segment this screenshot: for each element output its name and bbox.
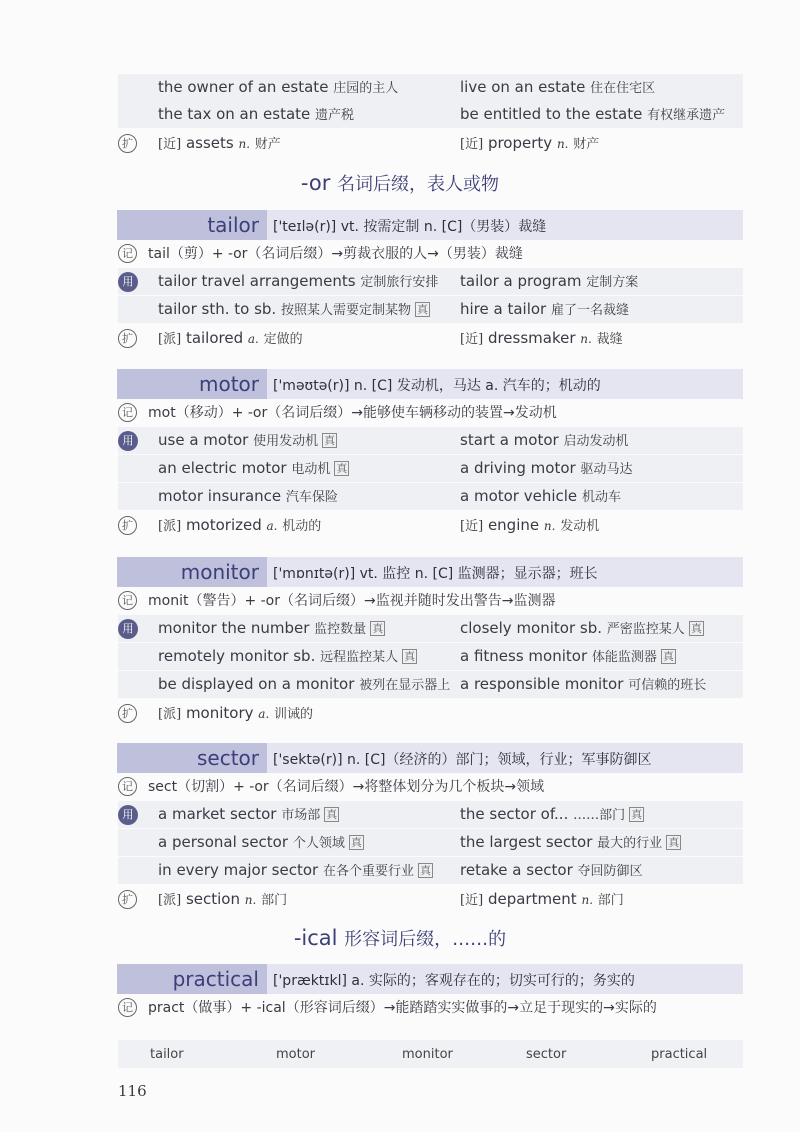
usage-row: in every major sector 在各个重要行业 真 retake a sector 夺回防御区	[118, 857, 743, 884]
memo-row	[118, 587, 743, 614]
footer-word: sector	[526, 1047, 567, 1062]
definition: ['teɪlə(r)] vt. 按需定制 n. [C]（男装）裁缝	[273, 219, 547, 235]
footer-word: monitor	[402, 1047, 453, 1062]
extension-row: 扩 [派] motorized a. 机动的 [近] engine n. 发动机	[118, 512, 743, 539]
footer-word: motor	[276, 1047, 316, 1062]
headword: tailor	[207, 213, 259, 237]
suffix-heading: -ical 形容词后缀，……的	[293, 926, 507, 950]
extension-marker-icon: 扩	[118, 516, 137, 535]
extension-row: 扩 [派] monitory a. 训诫的	[118, 700, 743, 727]
headword: practical	[172, 967, 259, 991]
phrase-zh: 遗产税	[315, 108, 355, 123]
entry-header-practical	[117, 964, 743, 994]
extension-marker-icon: 扩	[118, 890, 137, 909]
phrase-en: the tax on an estate	[158, 105, 311, 123]
footer-word: tailor	[150, 1047, 184, 1062]
memo-text: pract（做事）+ -ical（形容词后缀）→能踏踏实实做事的→立足于现实的→实际的	[148, 1000, 657, 1016]
exam-box-icon: 真	[631, 808, 643, 821]
page-number: 116	[118, 1082, 147, 1100]
phrase-en: live on an estate	[460, 78, 586, 96]
entry-header-sector	[117, 743, 743, 773]
memo-row	[118, 773, 743, 800]
memo-text: tail（剪）+ -or（名词后缀）→剪裁衣服的人→（男装）裁缝	[148, 246, 523, 262]
exam-box-icon: 真	[336, 462, 348, 475]
footer-word: practical	[651, 1047, 708, 1062]
definition: ['præktɪkl] a. 实际的；客观存在的；切实可行的；务实的	[273, 973, 635, 989]
usage-row: an electric motor 电动机 真 a driving motor 驱动马达	[118, 455, 743, 482]
usage-row: tailor sth. to sb. 按照某人需要定制某物 真 hire a tailor 雇了一名裁缝	[118, 296, 743, 323]
memo-marker-icon: 记	[118, 998, 137, 1017]
extension-marker-icon: 扩	[118, 704, 137, 723]
usage-row: 用 use a motor 使用发动机 真 start a motor 启动发动机	[118, 427, 743, 454]
memo-row	[118, 994, 743, 1021]
memo-row	[118, 240, 743, 267]
phrase-zh: 住在住宅区	[590, 81, 656, 96]
usage-row: 用 monitor the number 监控数量 真 closely monitor sb. 严密监控某人 真	[118, 615, 743, 642]
extension-marker-icon: 扩	[118, 134, 137, 153]
exam-box-icon: 真	[420, 864, 431, 877]
memo-text: sect（切割）+ -or（名词后缀）→将整体划分为几个板块→领域	[148, 779, 545, 795]
extension-marker-icon: 扩	[118, 329, 137, 348]
entry-header-monitor	[117, 557, 743, 587]
memo-marker-icon: 记	[118, 244, 137, 263]
extension-row: 扩 [派] tailored a. 定做的 [近] dressmaker n. 裁缝	[118, 325, 743, 352]
definition: ['sektə(r)] n. [C]（经济的）部门；领域，行业；军事防御区	[273, 752, 652, 768]
phrase-en: the owner of an estate	[158, 78, 329, 96]
exam-box-icon: 真	[417, 303, 428, 316]
usage-marker-icon: 用	[118, 431, 138, 451]
memo-text: mot（移动）+ -or（名词后缀）→能够使车辆移动的装置→发动机	[148, 405, 557, 421]
exam-box-icon: 真	[350, 836, 362, 849]
memo-row	[118, 399, 743, 426]
definition: ['mɒnɪtə(r)] vt. 监控 n. [C] 监测器；显示器；班长	[273, 566, 598, 582]
usage-row: motor insurance 汽车保险 a motor vehicle 机动车	[118, 483, 743, 510]
exam-box-icon: 真	[372, 622, 384, 635]
extension-row: 扩 [派] section n. 部门 [近] department n. 部门	[118, 886, 743, 913]
usage-marker-icon: 用	[118, 805, 138, 825]
usage-row: 用 a market sector 市场部 真 the sector of... ……部门 真	[118, 801, 743, 828]
extension-row: 扩 [近] assets n. 财产 [近] property n. 财产	[118, 130, 743, 157]
exam-box-icon: 真	[668, 836, 680, 849]
usage-marker-icon: 用	[118, 272, 138, 292]
exam-box-icon: 真	[662, 650, 674, 663]
headword: monitor	[180, 560, 259, 584]
phrase-zh: 庄园的主人	[333, 81, 399, 96]
exam-box-icon: 真	[324, 434, 336, 447]
memo-marker-icon: 记	[118, 403, 137, 422]
exam-box-icon: 真	[404, 650, 416, 663]
definition: ['məʊtə(r)] n. [C] 发动机，马达 a. 汽车的；机动的	[273, 378, 601, 394]
usage-row: a personal sector 个人领域 真 the largest sector 最大的行业 真	[118, 829, 743, 856]
usage-marker-icon: 用	[118, 619, 138, 639]
exam-box-icon: 真	[326, 808, 338, 821]
headword: motor	[198, 372, 259, 396]
exam-box-icon: 真	[690, 622, 702, 635]
headword: sector	[196, 746, 259, 770]
memo-marker-icon: 记	[118, 777, 137, 796]
phrase-zh: 有权继承遗产	[647, 108, 726, 123]
usage-row: be displayed on a monitor 被列在显示器上 a responsible monitor 可信赖的班长	[118, 671, 743, 698]
memo-text: monit（警告）+ -or（名词后缀）→监视并随时发出警告→监测器	[148, 593, 556, 609]
usage-row: 用 tailor travel arrangements 定制旅行安排 tailor a program 定制方案	[118, 268, 743, 295]
collocation-row	[118, 101, 743, 128]
entry-header-tailor	[117, 210, 743, 240]
entry-header-motor	[117, 369, 743, 399]
usage-row: remotely monitor sb. 远程监控某人 真 a fitness monitor 体能监测器 真	[118, 643, 743, 670]
suffix-heading: -or 名词后缀，表人或物	[300, 171, 500, 195]
phrase-en: be entitled to the estate	[460, 105, 643, 123]
memo-marker-icon: 记	[118, 591, 137, 610]
collocation-row	[118, 74, 743, 101]
